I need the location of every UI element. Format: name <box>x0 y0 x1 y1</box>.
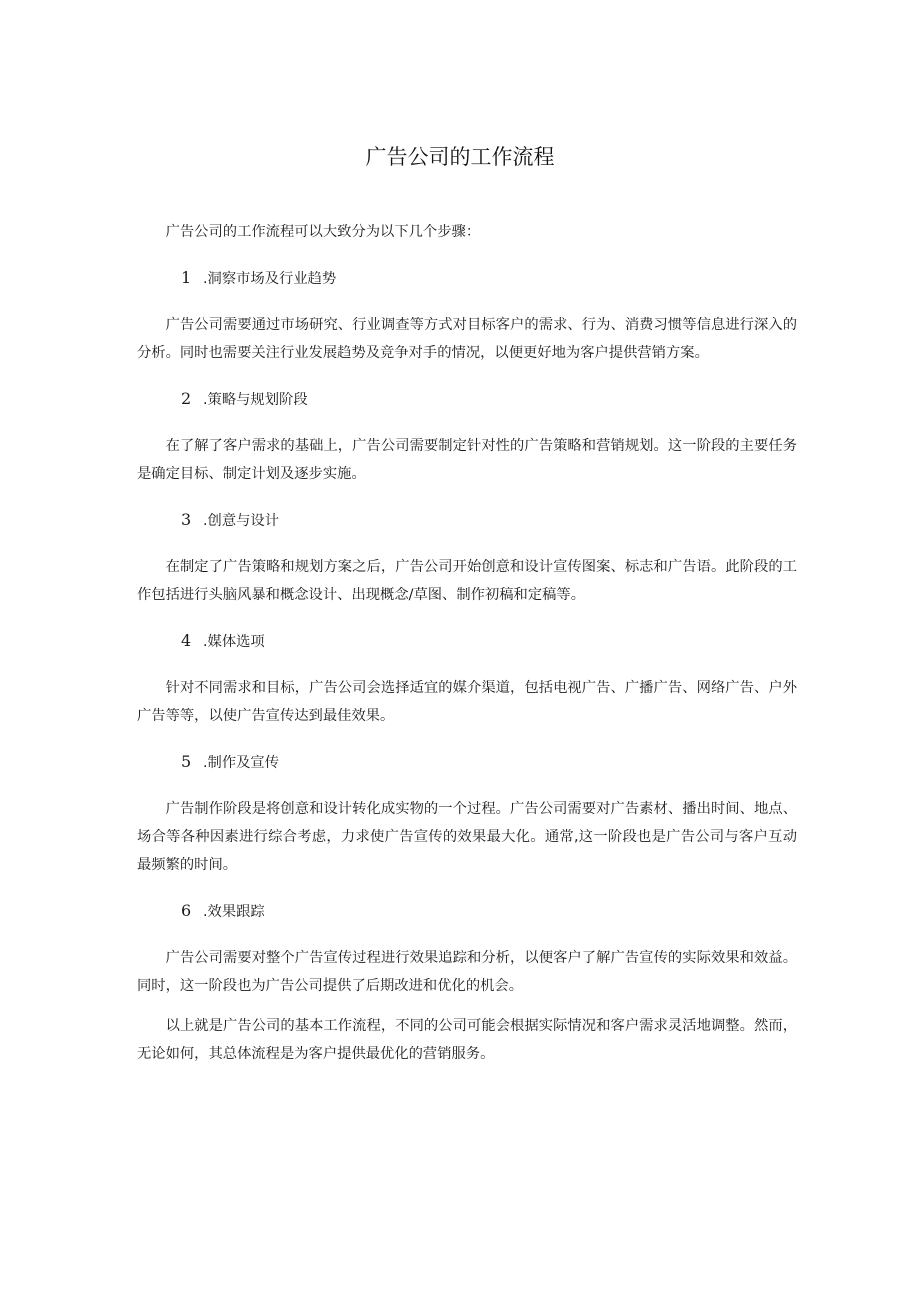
section-title-4: .媒体选项 <box>203 634 265 650</box>
section-title-3: .创意与设计 <box>203 513 280 529</box>
section-body-6: 广告公司需要对整个广告宣传过程进行效果追踪和分析，以便客户了解广告宣传的实际效果和效益。同时，这一阶段也为广告公司提供了后期改进和优化的机会。 <box>137 950 797 994</box>
section-body-2: 在了解了客户需求的基础上，广告公司需要制定针对性的广告策略和营销规划。这一阶段的主要任务是确定目标、制定计划及逐步实施。 <box>137 438 797 482</box>
section-number-2: 2 <box>181 389 192 408</box>
section-heading-4 <box>137 627 797 656</box>
document-title: 广告公司的工作流程 <box>365 145 555 169</box>
section-heading-1 <box>137 264 797 293</box>
section-title-6: .效果跟踪 <box>203 904 265 920</box>
section-heading-3 <box>137 506 797 535</box>
section-number-1: 1 <box>181 268 192 287</box>
section-body-5: 广告制作阶段是将创意和设计转化成实物的一个过程。广告公司需要对广告素材、播出时间、地点、场合等各种因素进行综合考虑，力求使广告宣传的效果最大化。通常,这一阶段也是广告公司与客户互动最频繁的时间。 <box>137 801 797 873</box>
section-title-2: .策略与规划阶段 <box>203 392 308 408</box>
intro-paragraph: 广告公司的工作流程可以大致分为以下几个步骤： <box>165 224 481 240</box>
section-heading-5 <box>137 748 797 777</box>
section-number-6: 6 <box>181 901 192 920</box>
section-number-3: 3 <box>181 510 192 529</box>
section-heading-2 <box>137 385 797 414</box>
section-heading-6 <box>137 897 797 926</box>
document-body <box>137 218 797 1068</box>
section-number-4: 4 <box>181 631 192 650</box>
section-number-5: 5 <box>181 752 192 771</box>
section-body-3: 在制定了广告策略和规划方案之后，广告公司开始创意和设计宣传图案、标志和广告语。此阶段的工作包括进行头脑风暴和概念设计、出现概念/草图、制作初稿和定稿等。 <box>137 559 797 603</box>
section-body-1: 广告公司需要通过市场研究、行业调查等方式对目标客户的需求、行为、消费习惯等信息进行深入的分析。同时也需要关注行业发展趋势及竞争对手的情况，以便更好地为客户提供营销方案。 <box>137 317 797 361</box>
conclusion-paragraph: 以上就是广告公司的基本工作流程，不同的公司可能会根据实际情况和客户需求灵活地调整。然而，无论如何，其总体流程是为客户提供最优化的营销服务。 <box>137 1018 797 1062</box>
section-title-1: .洞察市场及行业趋势 <box>203 271 337 287</box>
section-body-4: 针对不同需求和目标，广告公司会选择适宜的媒介渠道，包括电视广告、广播广告、网络广告、户外广告等等，以使广告宣传达到最佳效果。 <box>137 680 797 724</box>
section-title-5: .制作及宣传 <box>203 755 280 771</box>
